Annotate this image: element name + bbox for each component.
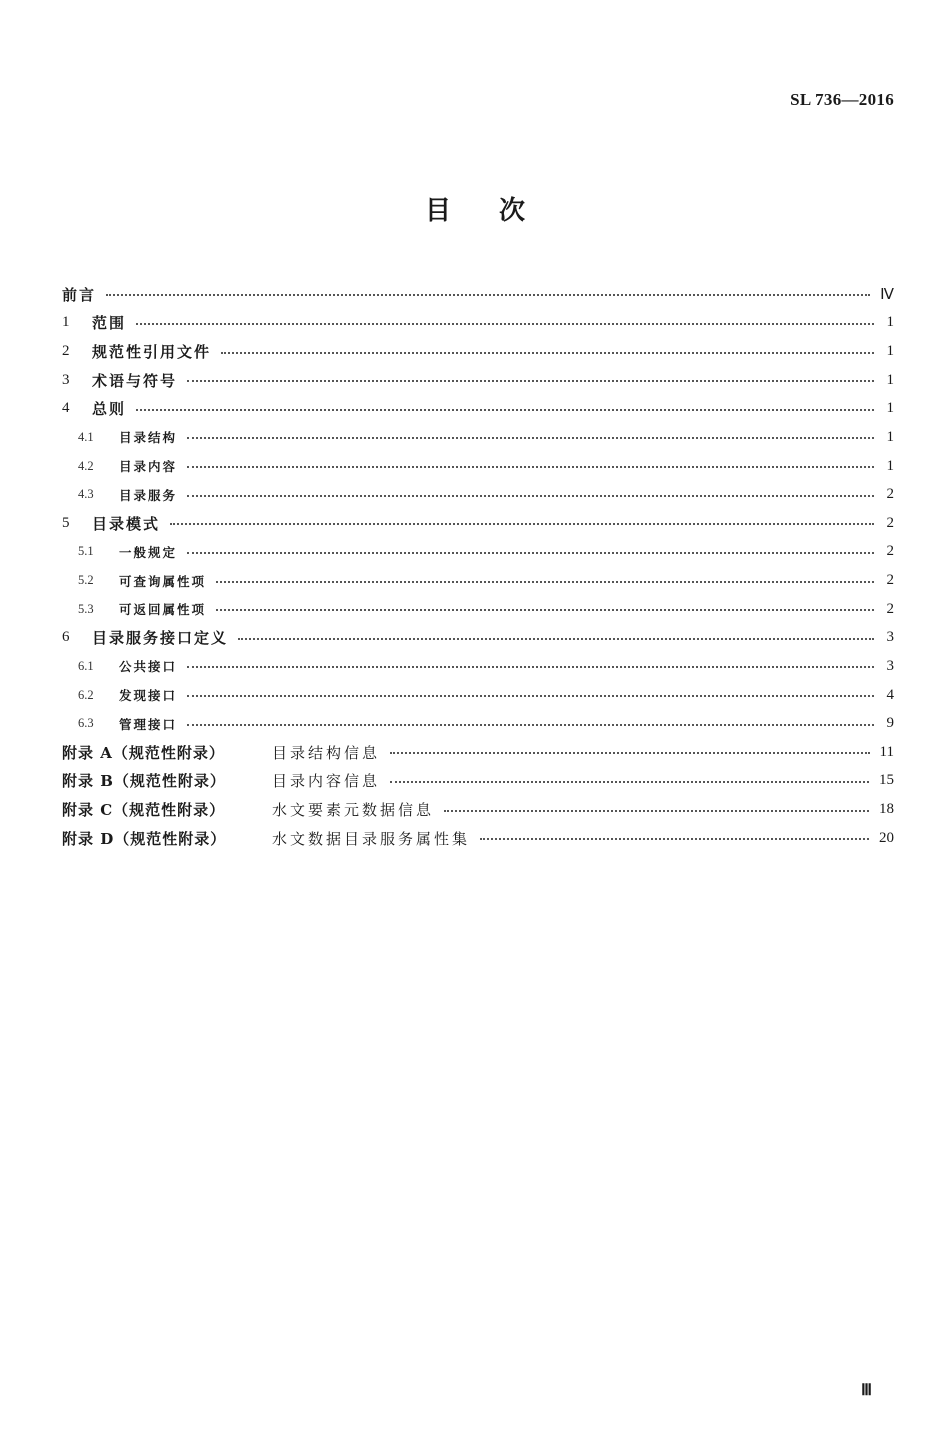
standard-number: SL 736—2016 — [790, 90, 894, 109]
section-title: 公共接口 — [119, 659, 178, 675]
page-ref: 1 — [886, 400, 894, 417]
dot-leader — [187, 695, 874, 697]
page-ref: 1 — [886, 371, 894, 388]
section-title: 水文要素元数据信息 — [272, 801, 435, 820]
page-ref: 2 — [886, 486, 894, 503]
page-ref: 1 — [886, 457, 894, 474]
toc-entry[interactable] — [62, 824, 894, 853]
section-number: 6 — [62, 629, 70, 646]
page-ref: 2 — [886, 572, 894, 589]
section-number: 2 — [62, 343, 70, 360]
section-title: 目录模式 — [92, 514, 161, 533]
section-number: 5 — [62, 514, 70, 531]
dot-leader — [136, 409, 874, 411]
page-ref: 11 — [879, 743, 894, 760]
toc-entry[interactable] — [62, 366, 894, 395]
appendix-label: 附录 C（规范性附录） — [62, 801, 226, 820]
section-number: 5.2 — [78, 573, 94, 588]
dot-leader — [170, 523, 874, 525]
dot-leader — [444, 810, 869, 812]
section-title: 范围 — [92, 314, 127, 333]
section-title: 水文数据目录服务属性集 — [272, 829, 471, 848]
section-number: 4.3 — [78, 487, 94, 502]
dot-leader — [187, 437, 874, 439]
toc-entry[interactable] — [62, 309, 894, 338]
page-title: 目次 — [424, 196, 573, 226]
dot-leader — [187, 724, 874, 726]
dot-leader — [106, 294, 870, 296]
toc-entry[interactable] — [62, 509, 894, 538]
toc-entry[interactable] — [62, 652, 894, 681]
page-ref: 18 — [879, 801, 894, 818]
section-title: 目录结构信息 — [272, 743, 381, 762]
toc-entry[interactable] — [62, 480, 894, 509]
page-number: Ⅲ — [860, 1382, 872, 1399]
section-title: 目录服务 — [119, 487, 178, 503]
page-ref: 3 — [886, 629, 894, 646]
page-ref: 20 — [879, 829, 894, 846]
section-number: 6.2 — [78, 687, 94, 702]
section-number: 6.3 — [78, 716, 94, 731]
toc-entry[interactable] — [62, 337, 894, 366]
dot-leader — [221, 352, 874, 354]
section-title: 管理接口 — [119, 716, 178, 732]
section-title: 可返回属性项 — [119, 602, 207, 618]
section-number: 5.3 — [78, 601, 94, 616]
section-title: 术语与符号 — [92, 371, 178, 390]
toc-entry[interactable] — [62, 395, 894, 424]
toc-entry[interactable] — [62, 423, 894, 452]
page-ref: 3 — [886, 657, 894, 674]
toc-entry[interactable] — [62, 767, 894, 796]
dot-leader — [187, 552, 874, 554]
section-title: 目录内容信息 — [272, 772, 381, 791]
section-title: 发现接口 — [119, 688, 178, 704]
section-number: 5.1 — [78, 544, 94, 559]
page-ref: 4 — [886, 686, 894, 703]
section-title: 前言 — [62, 285, 97, 304]
table-of-contents — [62, 280, 894, 853]
page-ref: 2 — [886, 600, 894, 617]
dot-leader — [187, 495, 874, 497]
toc-entry[interactable] — [62, 452, 894, 481]
page-ref: 2 — [886, 543, 894, 560]
section-title: 一般规定 — [119, 544, 178, 560]
dot-leader — [216, 581, 874, 583]
toc-entry[interactable] — [62, 709, 894, 738]
section-title: 规范性引用文件 — [92, 343, 212, 362]
dot-leader — [187, 666, 874, 668]
section-title: 目录内容 — [119, 459, 178, 475]
appendix-label: 附录 D（规范性附录） — [62, 829, 227, 848]
page-ref: 15 — [879, 772, 894, 789]
section-number: 6.1 — [78, 658, 94, 673]
toc-entry[interactable] — [62, 795, 894, 824]
dot-leader — [187, 466, 874, 468]
page-ref: Ⅳ — [880, 286, 894, 303]
page-ref: 1 — [886, 314, 894, 331]
section-title: 目录结构 — [119, 430, 178, 446]
toc-entry[interactable] — [62, 624, 894, 653]
dot-leader — [480, 838, 869, 840]
section-title: 目录服务接口定义 — [92, 629, 229, 648]
toc-entry[interactable] — [62, 538, 894, 567]
section-number: 4.2 — [78, 458, 94, 473]
appendix-label: 附录 A（规范性附录） — [62, 743, 225, 762]
toc-entry[interactable] — [62, 595, 894, 624]
dot-leader — [390, 781, 869, 783]
dot-leader — [238, 638, 874, 640]
section-title: 总则 — [92, 400, 127, 419]
page-ref: 9 — [886, 715, 894, 732]
toc-entry[interactable] — [62, 280, 894, 309]
dot-leader — [216, 609, 874, 611]
dot-leader — [187, 380, 874, 382]
toc-entry[interactable] — [62, 681, 894, 710]
section-number: 1 — [62, 314, 70, 331]
page-ref: 1 — [886, 428, 894, 445]
toc-entry[interactable] — [62, 738, 894, 767]
appendix-label: 附录 B（规范性附录） — [62, 772, 226, 791]
section-number: 3 — [62, 371, 70, 388]
dot-leader — [390, 752, 870, 754]
page-ref: 1 — [886, 343, 894, 360]
section-title: 可查询属性项 — [119, 573, 207, 589]
toc-entry[interactable] — [62, 566, 894, 595]
page-ref: 2 — [886, 514, 894, 531]
section-number: 4 — [62, 400, 70, 417]
dot-leader — [136, 323, 874, 325]
section-number: 4.1 — [78, 429, 94, 444]
